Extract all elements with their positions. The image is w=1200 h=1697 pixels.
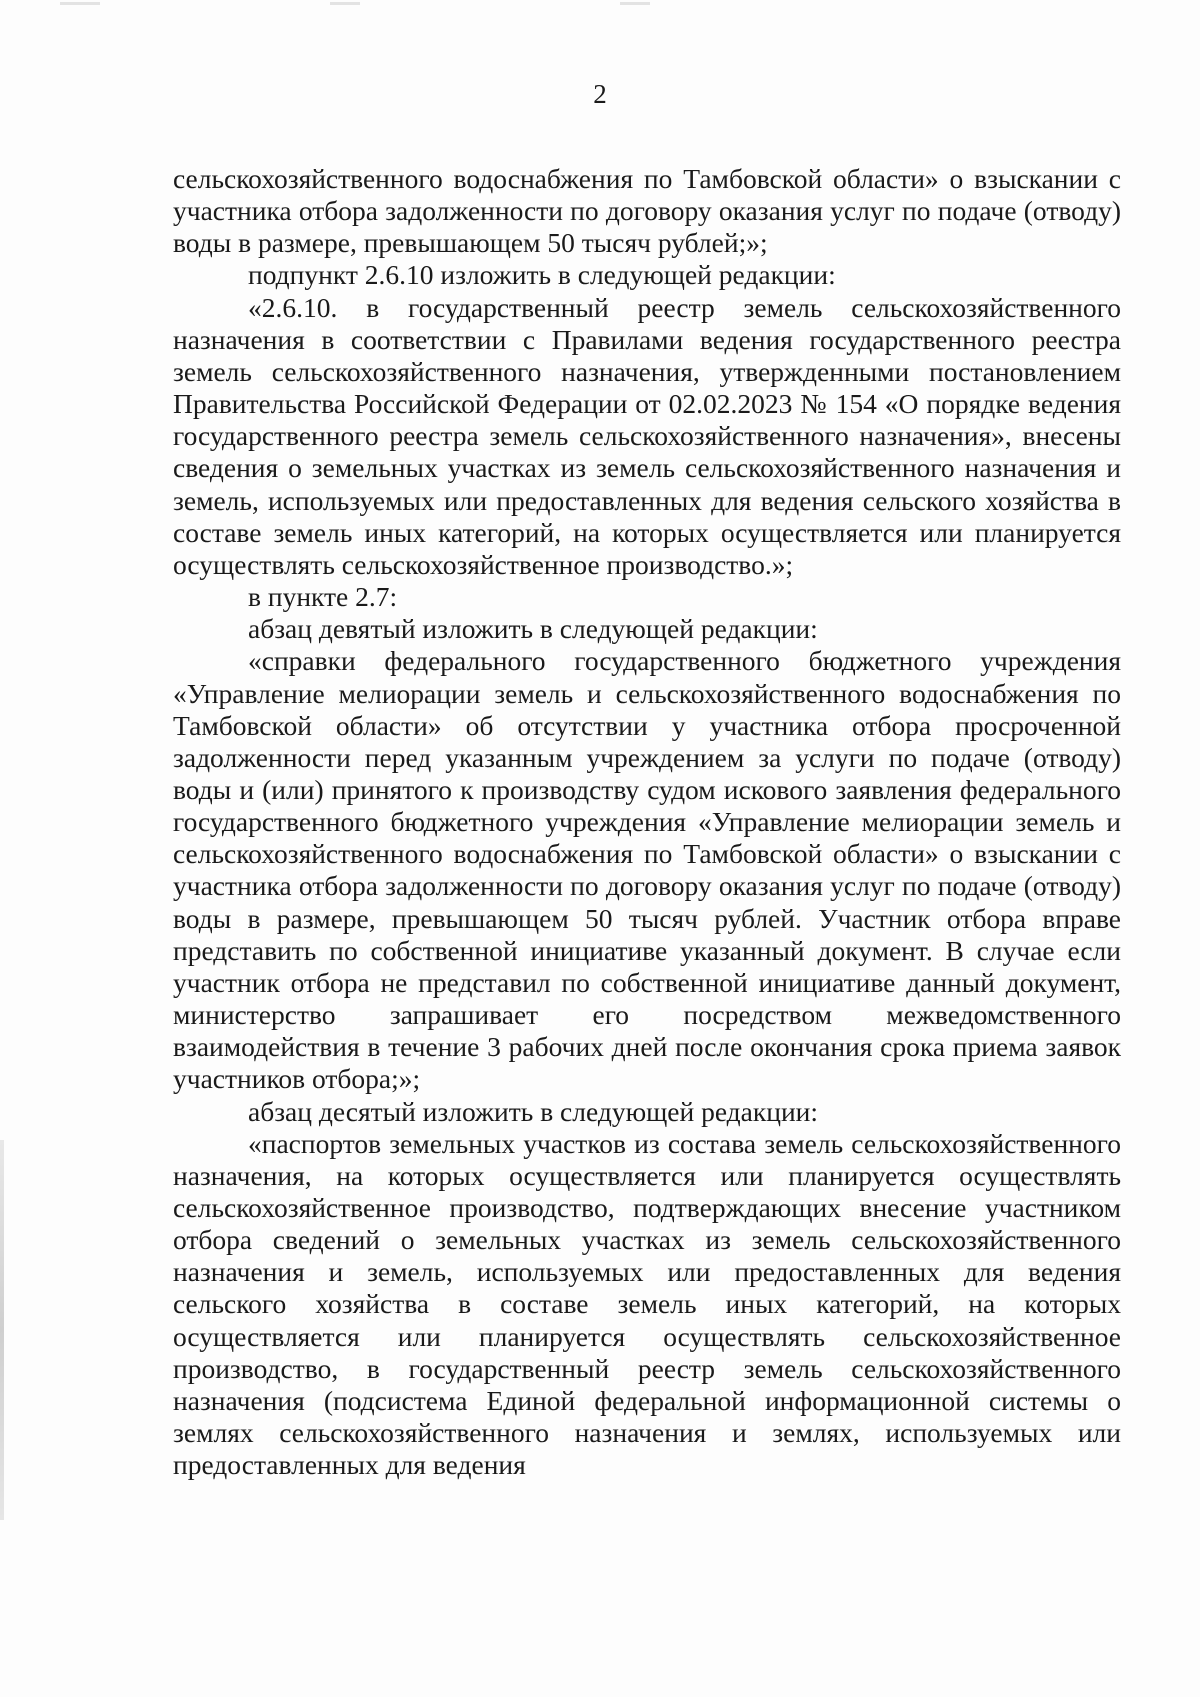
paragraph: абзац девятый изложить в следующей редакции: bbox=[248, 613, 818, 645]
page-number: 2 bbox=[593, 79, 607, 109]
paragraph: «паспортов земельных участков из состава земель сельскохозяйственного назначения, на которых осуществляется или планируется осуществлять сельскохозяйственное производство, подтверждающих внесение участником отбора сведений о земельных участках из земель сельскохозяйственного назначения и земель, используемых или предоставленных для ведения сельского хозяйства в составе земель иных категорий, на которых осуществляется или планируется осуществлять сельскохозяйственное производство, в государственный реестр земель сельскохозяйственного назначения (подсистема Единой федеральной информационной системы о землях сельскохозяйственного назначения и землях, используемых или предоставленных для ведения bbox=[173, 1127, 1121, 1481]
paragraph: «2.6.10. в государственный реестр земель сельскохозяйственного назначения в соответствии с Правилами ведения государственного реестра земель сельскохозяйственного назначения, утвержденными постановлением Правительства Российской Федерации от 02.02.2023 № 154 «О порядке ведения государственного реестра земель сельскохозяйственного назначения», внесены сведения о земельных участках из земель сельскохозяйственного назначения и земель, используемых или предоставленных для ведения сельского хозяйства в составе земель иных категорий, на которых осуществляется или планируется осуществлять сельскохозяйственное производство.»; bbox=[173, 291, 1121, 580]
document-body bbox=[173, 163, 1121, 1481]
paragraph: в пункте 2.7: bbox=[248, 581, 398, 613]
paragraph: «справки федерального государственного бюджетного учреждения «Управление мелиорации земель и сельскохозяйственного водоснабжения по Тамбовской области» об отсутствии у участника отбора просроченной задолженности перед указанным учреждением за услуги по подаче (отводу) воды и (или) принятого к производству судом искового заявления федерального государственного бюджетного учреждения «Управление мелиорации земель и сельскохозяйственного водоснабжения по Тамбовской области» о взыскании с участника отбора задолженности по договору оказания услуг по подаче (отводу) воды в размере, превышающем 50 тысяч рублей. Участник отбора вправе представить по собственной инициативе указанный документ. В случае если участник отбора не представил по собственной инициативе данный документ, министерство запрашивает его посредством межведомственного взаимодействия в течение 3 рабочих дней после окончания срока приема заявок участников отбора;»; bbox=[173, 645, 1121, 1095]
scan-artifact bbox=[60, 2, 100, 5]
scan-artifact bbox=[330, 2, 360, 5]
paragraph: сельскохозяйственного водоснабжения по Тамбовской области» о взыскании с участника отбора задолженности по договору оказания услуг по подаче (отводу) воды в размере, превышающем 50 тысяч рублей;»; bbox=[173, 163, 1121, 259]
paragraph: подпункт 2.6.10 изложить в следующей редакции: bbox=[248, 259, 836, 291]
scan-artifact bbox=[620, 2, 650, 5]
scan-edge bbox=[0, 1140, 4, 1520]
paragraph: абзац десятый изложить в следующей редакции: bbox=[248, 1095, 819, 1127]
